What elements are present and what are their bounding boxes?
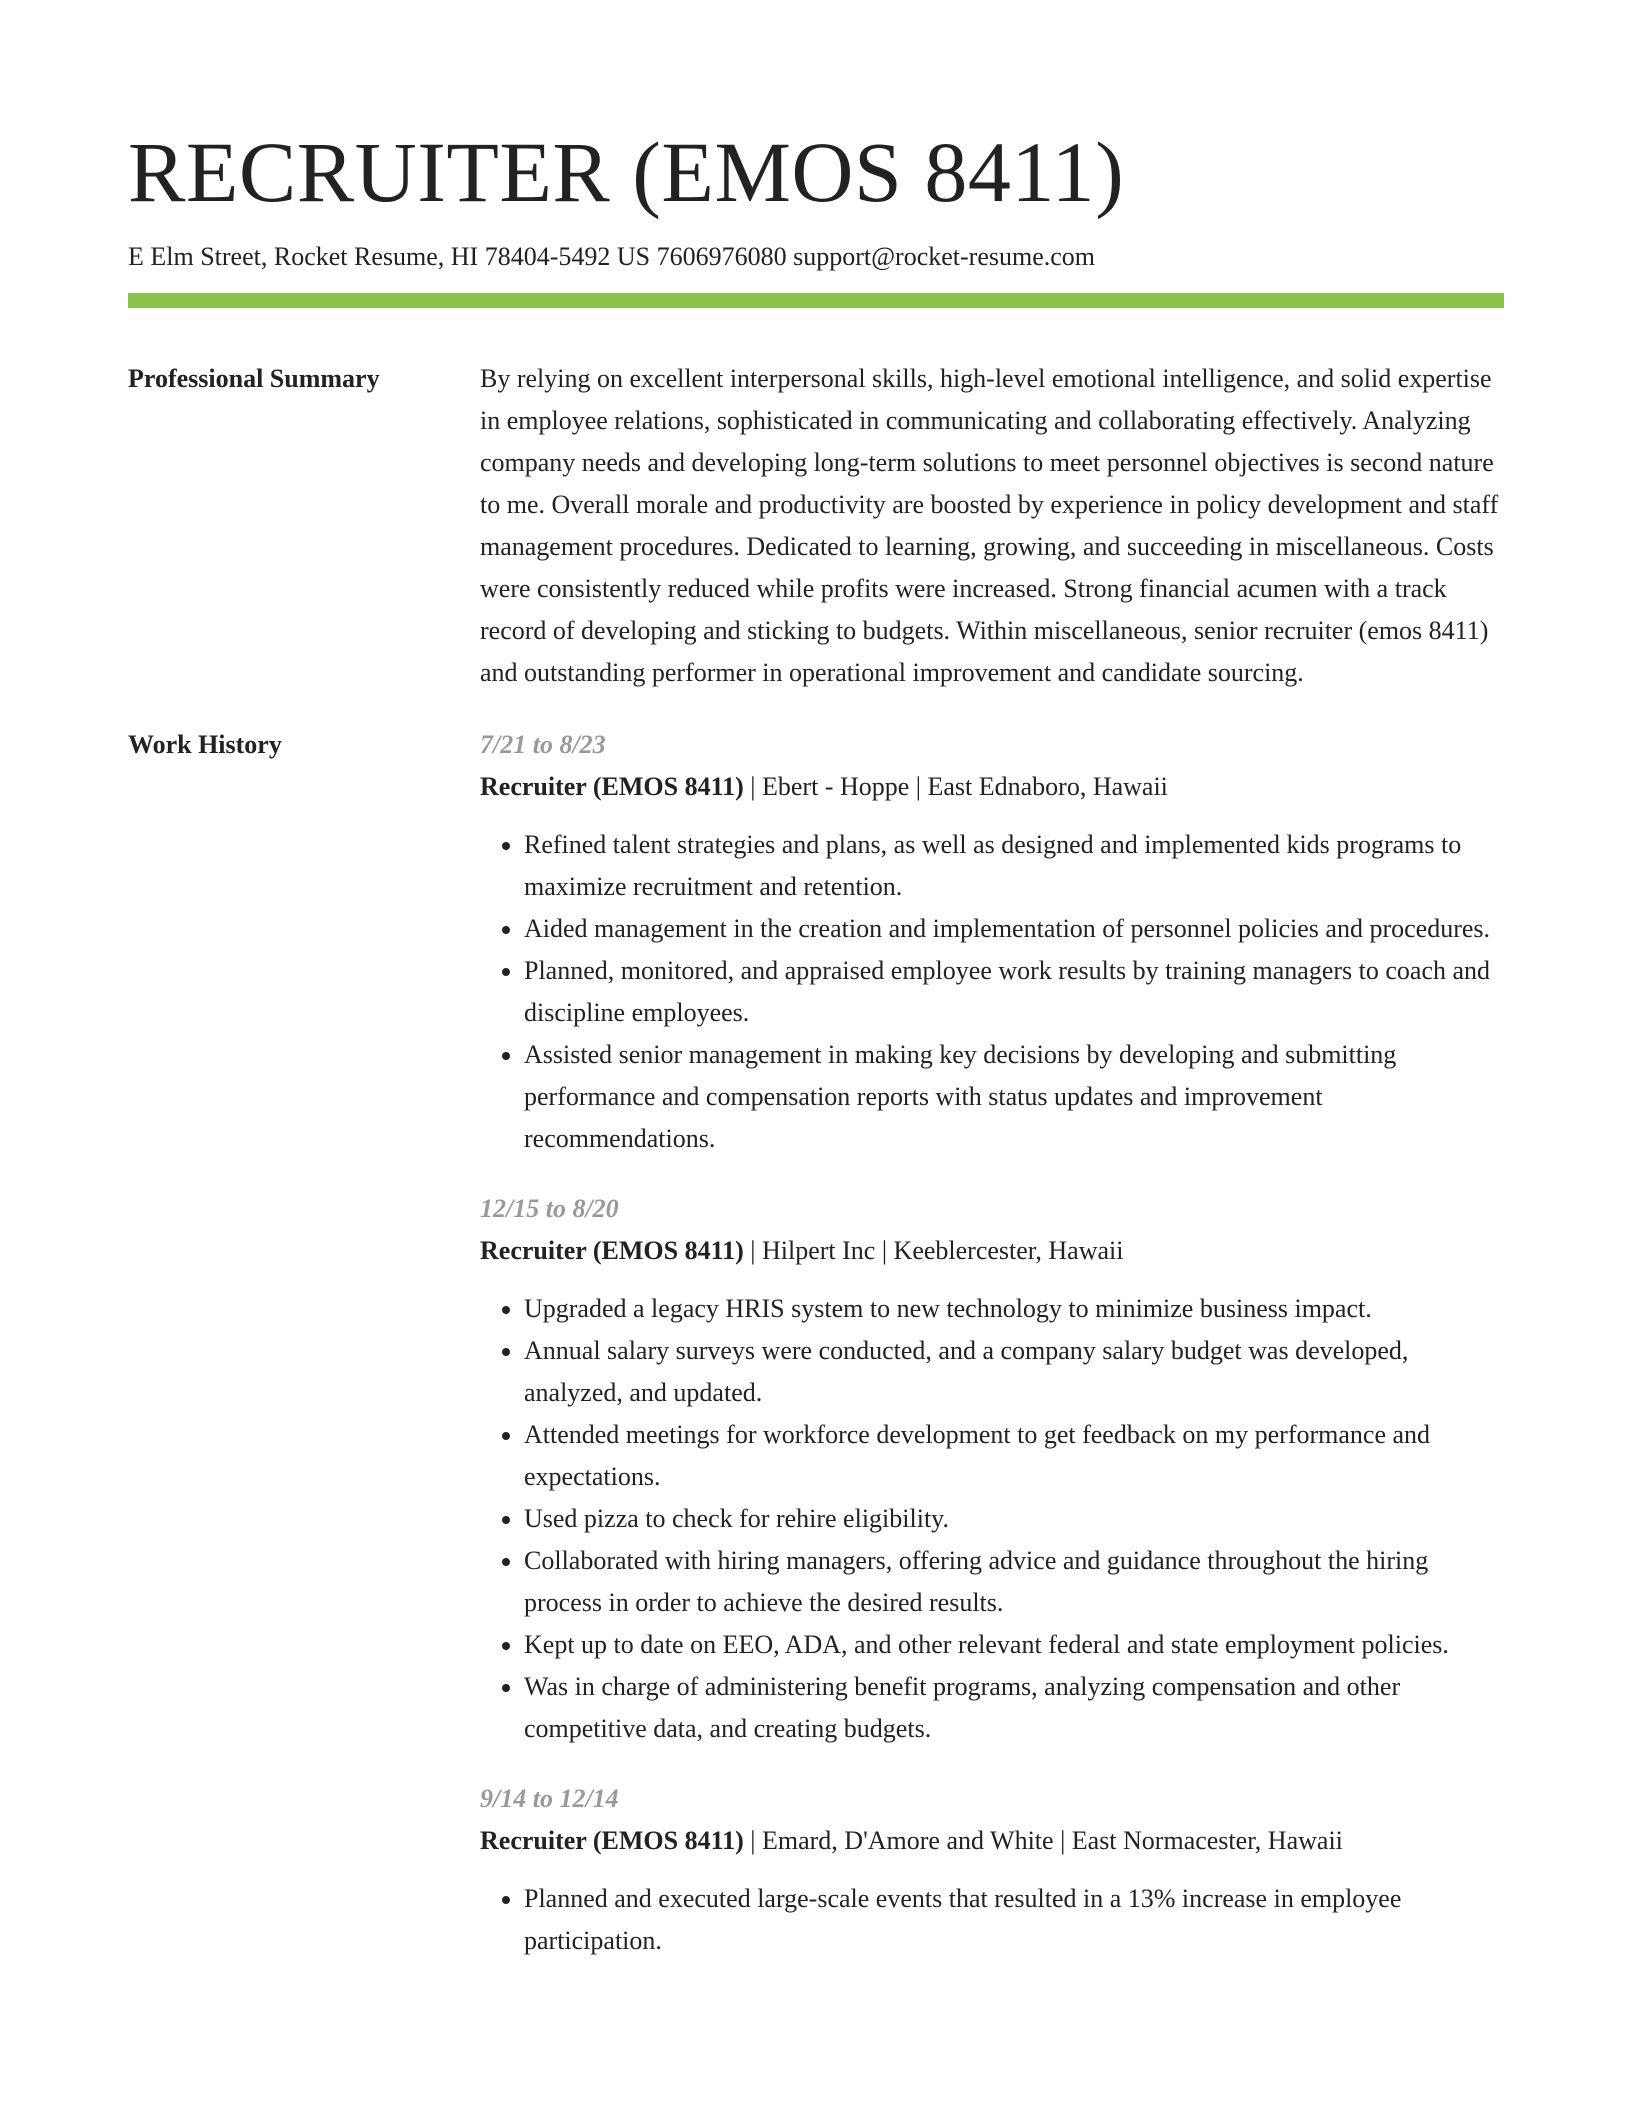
job-bullet: • Planned, monitored, and appraised employee work results by training managers to coach and discipline employees. <box>524 950 1504 1034</box>
job-bullet: • Was in charge of administering benefit programs, analyzing compensation and other competitive data, and creating budgets. <box>524 1666 1504 1750</box>
work-section <box>128 724 1504 1990</box>
job-bullets <box>480 1288 1504 1750</box>
job-bullets <box>480 824 1504 1160</box>
summary-body <box>480 358 1504 694</box>
job-heading <box>480 1820 1504 1862</box>
summary-section <box>128 358 1504 694</box>
job-bullet: • Used pizza to check for rehire eligibility. <box>524 1498 1504 1540</box>
header-divider <box>128 293 1504 308</box>
job-bullet: • Assisted senior management in making key decisions by developing and submitting performance and compensation reports with status updates and improvement recommendations. <box>524 1034 1504 1160</box>
job-details: | Hilpert Inc | Keeblercester, Hawaii <box>743 1236 1124 1265</box>
job-dates: 12/15 to 8/20 <box>480 1194 619 1223</box>
job-bullet: • Kept up to date on EEO, ADA, and other relevant federal and state employment policies. <box>524 1624 1504 1666</box>
contact-line <box>128 240 1504 274</box>
job-bullet: • Attended meetings for workforce development to get feedback on my performance and expectations. <box>524 1414 1504 1498</box>
job-bullet: • Collaborated with hiring managers, offering advice and guidance throughout the hiring process in order to achieve the desired results. <box>524 1540 1504 1624</box>
work-heading: Work History <box>128 730 282 759</box>
job-entry <box>480 724 1504 1160</box>
job-bullet: • Annual salary surveys were conducted, and a company salary budget was developed, analyzed, and updated. <box>524 1330 1504 1414</box>
work-body <box>480 724 1504 1990</box>
job-dates: 7/21 to 8/23 <box>480 730 606 759</box>
job-details: | Emard, D'Amore and White | East Normacester, Hawaii <box>743 1826 1343 1855</box>
job-bullet: • Upgraded a legacy HRIS system to new technology to minimize business impact. <box>524 1288 1504 1330</box>
contact-phone: 7606976080 <box>656 242 787 271</box>
job-dates: 9/14 to 12/14 <box>480 1784 619 1813</box>
job-entry <box>480 1188 1504 1750</box>
contact-address: E Elm Street, Rocket Resume, HI 78404-5492 US <box>128 242 651 271</box>
job-title: Recruiter (EMOS 8411) <box>480 1826 744 1855</box>
job-bullets <box>480 1878 1504 1962</box>
job-details: | Ebert - Hoppe | East Ednaboro, Hawaii <box>743 772 1168 801</box>
job-title: Recruiter (EMOS 8411) <box>480 1236 744 1265</box>
contact-email: support@rocket-resume.com <box>793 242 1096 271</box>
resume-name: RECRUITER (EMOS 8411) <box>128 124 1125 220</box>
job-heading <box>480 766 1504 808</box>
summary-text: By relying on excellent interpersonal skills, high-level emotional intelligence, and solid expertise in employee relations, sophisticated in communicating and collaborating effectively. Analyzing company needs and developing long-term solutions to meet personnel objectives is second nature to me. Overall morale and productivity are boosted by experience in policy development and staff management procedures. Dedicated to learning, growing, and succeeding in miscellaneous. Costs were consistently reduced while profits were increased. Strong financial acumen with a track record of developing and sticking to budgets. Within miscellaneous, senior recruiter (emos 8411) and outstanding performer in operational improvement and candidate sourcing. <box>480 364 1499 687</box>
job-bullet: • Aided management in the creation and implementation of personnel policies and procedures. <box>524 908 1504 950</box>
job-heading <box>480 1230 1504 1272</box>
job-title: Recruiter (EMOS 8411) <box>480 772 744 801</box>
job-entry <box>480 1778 1504 1962</box>
summary-heading: Professional Summary <box>128 364 380 393</box>
job-bullet: • Refined talent strategies and plans, as well as designed and implemented kids programs to maximize recruitment and retention. <box>524 824 1504 908</box>
job-bullet: • Planned and executed large-scale events that resulted in a 13% increase in employee participation. <box>524 1878 1504 1962</box>
